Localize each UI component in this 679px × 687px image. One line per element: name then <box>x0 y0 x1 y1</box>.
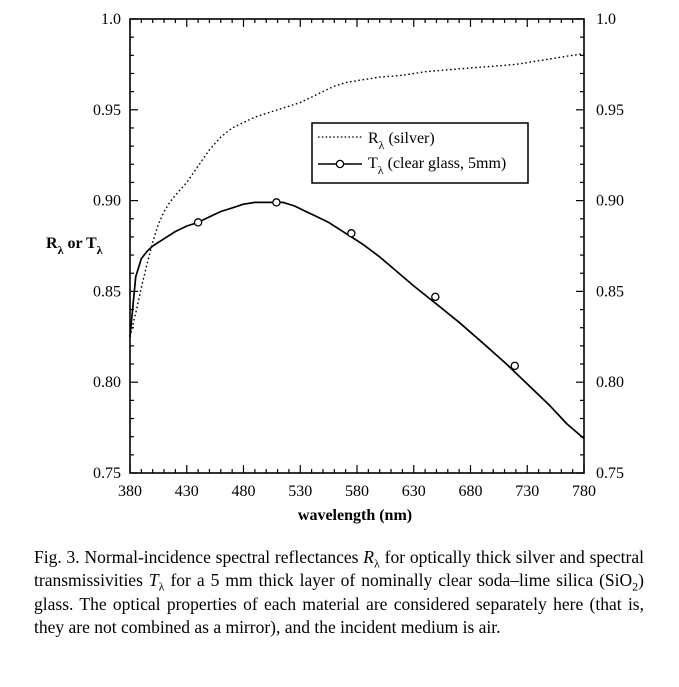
caption-text-3: for a 5 mm thick layer of nominally clear soda–lime silica (SiO <box>164 570 633 591</box>
x-tick-label: 430 <box>174 483 199 500</box>
axis-ticks <box>130 19 584 473</box>
series-layer <box>130 54 584 439</box>
caption-text-1: Normal-incidence spectral reflectances <box>79 547 364 567</box>
caption-symbol-t: T <box>148 570 159 591</box>
y-axis-label: $R_\lambda$ or $T_\lambda$ <box>46 235 103 257</box>
series-line-silver <box>130 54 584 337</box>
legend <box>312 123 528 183</box>
y-tick-label-left: 1.0 <box>101 11 121 28</box>
caption-sub-r: λ <box>374 556 380 571</box>
caption-text-2: for optically thick silver and spectral transmissivities <box>34 547 644 591</box>
y-tick-label-left: 0.75 <box>93 465 121 482</box>
series-marker-glass <box>432 293 439 300</box>
caption-text-4: ) glass. The optical properties of each material are considered separately here (that is, they are not combined as a mirror), and the incident medium is air. <box>34 570 644 638</box>
caption-symbol-r: R <box>363 547 374 567</box>
x-tick-label: 780 <box>572 483 596 500</box>
x-tick-label: 480 <box>231 483 256 500</box>
x-tick-label: 730 <box>515 483 540 500</box>
legend-label-glass: $T_\lambda$ (clear glass, 5mm) <box>368 155 507 177</box>
caption-sub-t: λ <box>158 579 165 594</box>
y-tick-label-right: 1.0 <box>596 11 616 28</box>
x-tick-label: 380 <box>118 483 142 500</box>
caption-sub-2: 2 <box>632 579 639 594</box>
y-tick-label-right: 0.75 <box>596 465 624 482</box>
y-tick-label-left: 0.90 <box>93 192 121 210</box>
plot-frame <box>130 19 584 473</box>
series-marker-glass <box>511 362 518 369</box>
x-tick-label: 580 <box>345 483 369 500</box>
y-tick-label-right: 0.90 <box>596 192 624 210</box>
x-tick-label: 530 <box>288 483 313 500</box>
y-tick-label-right: 0.85 <box>596 283 624 301</box>
y-tick-label-left: 0.95 <box>93 101 121 119</box>
y-tick-label-right: 0.95 <box>596 101 624 119</box>
series-marker-glass <box>195 219 202 226</box>
x-tick-labels <box>118 483 596 500</box>
series-marker-glass <box>273 199 280 206</box>
y-tick-label-left: 0.85 <box>93 283 121 301</box>
series-marker-glass <box>348 230 355 237</box>
legend-marker-glass <box>336 160 343 167</box>
x-axis-label: wavelength (nm) <box>297 507 413 524</box>
figure-caption <box>34 546 644 640</box>
legend-label-silver: $R_\lambda$ (silver) <box>368 130 435 152</box>
series-line-glass <box>130 202 584 438</box>
x-tick-label: 630 <box>401 483 426 500</box>
y-tick-labels-right <box>596 11 624 482</box>
caption-fig-label: Fig. 3. <box>34 547 80 567</box>
y-tick-label-left: 0.80 <box>93 374 121 392</box>
y-tick-label-right: 0.80 <box>596 374 624 392</box>
x-tick-label: 680 <box>458 483 483 500</box>
